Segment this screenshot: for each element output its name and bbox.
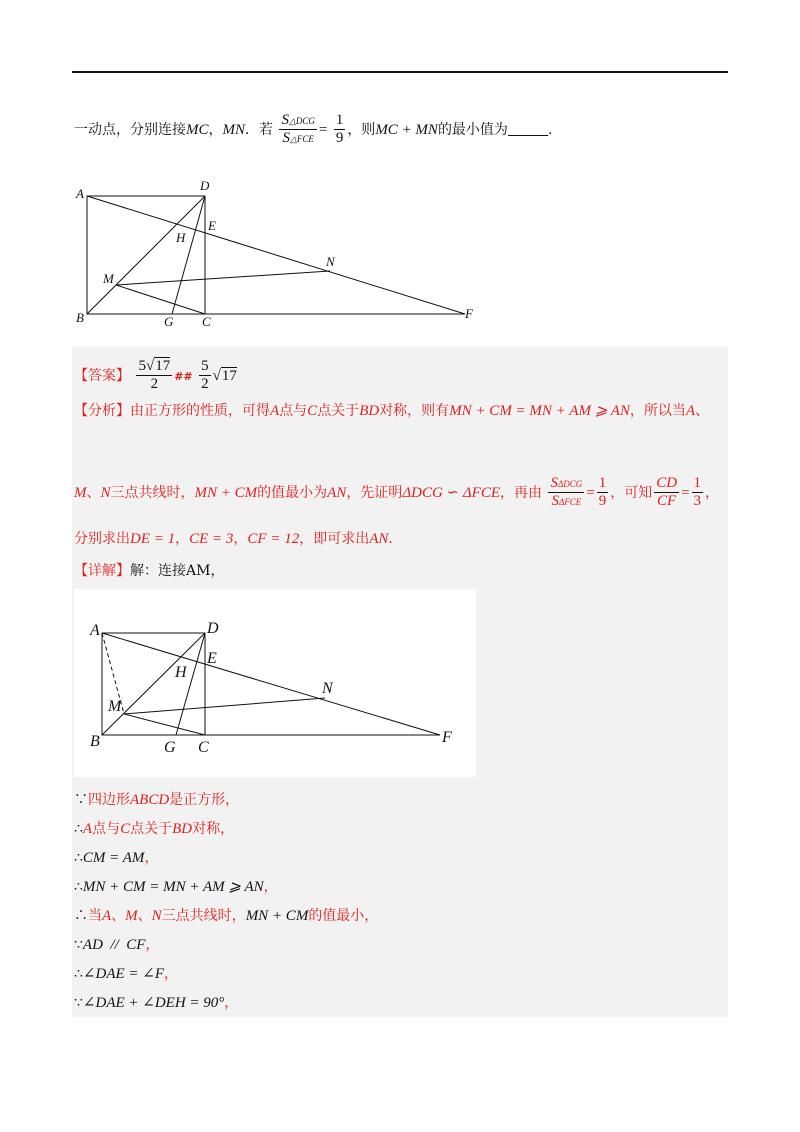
equals-sign: = [681, 484, 690, 501]
analysis-text: 分别求出 [74, 531, 130, 547]
line-af [87, 196, 465, 314]
answer-coefficient [199, 358, 211, 394]
segment-mc: MC [186, 121, 209, 138]
point-m: M [125, 908, 138, 924]
analysis-text: 、 [86, 484, 101, 501]
analysis-area-fraction [548, 475, 584, 511]
geometry-figure-2 [74, 589, 476, 777]
analysis-text: 、 [695, 403, 710, 419]
area-symbol: S [550, 475, 558, 491]
line-mc [116, 285, 205, 314]
angle-equation: ∠DAE = ∠F [82, 966, 165, 982]
step-6 [74, 935, 159, 955]
label-f: F [465, 306, 473, 321]
problem-prefix: 一动点，分别连接 [74, 121, 186, 138]
analysis-text: ， [705, 484, 720, 501]
ratio-numerator: 1 [334, 112, 346, 130]
segment-bd: BD [172, 821, 193, 837]
ratio-numerator: 1 [597, 475, 609, 493]
label-e: E [207, 650, 217, 667]
label-b: B [90, 733, 100, 750]
ratio-numerator: 1 [692, 475, 704, 493]
line-mn [124, 698, 325, 714]
de-value: DE = 1 [130, 531, 176, 547]
ratio-denominator: 3 [693, 493, 702, 510]
analysis-text: ，可知 [610, 484, 653, 501]
because-symbol: ∵ [74, 937, 83, 953]
ratio-denominator: 9 [598, 493, 607, 510]
analysis-line-2 [74, 475, 719, 511]
label-e: E [208, 218, 216, 233]
period: . [547, 121, 553, 138]
equals-sign: = [318, 121, 328, 138]
step-text: 点与 [92, 821, 121, 837]
step-text: 的值最小， [308, 908, 379, 924]
answer-denominator: 2 [150, 376, 159, 393]
comma: ， [208, 121, 223, 138]
label-g: G [164, 739, 176, 756]
therefore-symbol: ∴ [74, 966, 83, 982]
step-text: 点关于 [130, 821, 173, 837]
label-d: D [207, 620, 219, 637]
expression: MN + CM [194, 484, 258, 501]
step-2 [74, 819, 234, 839]
then-word: ，则 [347, 121, 376, 138]
analysis-line-3 [74, 529, 402, 549]
answer-blank[interactable] [508, 121, 548, 136]
point-a: A [82, 821, 93, 837]
comma: ， [233, 531, 248, 547]
therefore-symbol: ∴ [74, 821, 83, 837]
label-a: A [90, 622, 100, 639]
therefore-symbol: ∴ [74, 879, 83, 895]
therefore-symbol: ∴ [74, 908, 88, 924]
similarity: ΔDCG ∽ ΔFCE [402, 484, 500, 501]
diagonal-bd [87, 196, 205, 314]
label-g: G [164, 314, 174, 329]
area-symbol: S [551, 493, 559, 510]
step-1 [74, 790, 239, 810]
answer-tag: 【答案】 [74, 367, 130, 384]
label-a: A [76, 186, 84, 201]
inequality: MN + CM = MN + AM ⩾ AN [82, 879, 264, 895]
step-text: 当 [88, 908, 102, 924]
analysis-text: 三点共线时， [110, 484, 195, 501]
point-a: A [270, 403, 280, 419]
if-word: ．若 [245, 121, 273, 138]
analysis-text: ，再由 [500, 484, 542, 501]
therefore-symbol: ∴ [74, 850, 83, 866]
point-m: M [74, 484, 87, 501]
label-n: N [322, 680, 333, 697]
point-c: C [120, 821, 131, 837]
analysis-text: ，先证明 [346, 484, 403, 501]
ratio-fraction [334, 112, 346, 148]
analysis-line-1 [74, 401, 709, 421]
analysis-text: 的值最小为 [257, 484, 328, 501]
analysis-text: 点与 [279, 403, 308, 419]
analysis-text: ，即可求出 [299, 531, 370, 547]
segment-an: AN [369, 531, 389, 547]
label-c: C [198, 739, 209, 756]
label-m: M [108, 698, 122, 715]
cf: CF [657, 493, 677, 510]
analysis-text: ，所以当 [629, 403, 686, 419]
geometry-figure-1 [70, 180, 490, 330]
point-c: C [307, 403, 318, 419]
label-d: D [200, 180, 210, 193]
angle-sum: ∠DAE + ∠DEH = 90° [82, 995, 225, 1011]
answer-line: 【答案】 $\frac{5√17}{2}$ ## $\frac{5}{2}$ √17 [74, 358, 237, 393]
line-mn [116, 271, 330, 285]
step-text: ， [144, 850, 159, 866]
analysis-text: 点关于 [317, 403, 360, 419]
analysis-text: 对称，则有 [379, 403, 450, 419]
segment-an: AN [327, 484, 347, 501]
area-subscript-fce: △FCE [289, 134, 314, 145]
step-text: ， [263, 879, 278, 895]
point-a: A [685, 403, 696, 419]
expression: MN + CM [245, 908, 309, 924]
detail-intro: 解：连接AM， [130, 563, 225, 579]
step-text: 对称， [192, 821, 235, 837]
area-subscript: ΔDCG [557, 479, 583, 489]
analysis-text: ． [388, 531, 403, 547]
header-rule [72, 71, 728, 73]
third-fraction [692, 475, 704, 511]
step-text: 是正方形， [169, 792, 240, 808]
comma: ， [175, 531, 190, 547]
step-text: 四边形 [88, 792, 130, 808]
step-8 [74, 993, 238, 1013]
label-h: H [175, 664, 187, 681]
answer-radicand: 17 [155, 358, 171, 374]
quadrilateral-abcd: ABCD [130, 792, 170, 808]
segment-bd: BD [359, 403, 380, 419]
cd-cf-fraction [654, 475, 679, 511]
problem-line [74, 112, 552, 148]
detail-tag: 【详解】 [74, 563, 130, 579]
label-f: F [442, 729, 452, 746]
step-text: 、 [137, 908, 152, 924]
step-5 [74, 906, 378, 926]
area-symbol: S [281, 112, 289, 128]
equals-sign: = [586, 484, 595, 501]
point-n: N [100, 484, 111, 501]
parallel-statement: AD // CF [82, 937, 146, 953]
step-text: ， [224, 995, 239, 1011]
label-c: C [202, 314, 211, 329]
label-h: H [176, 230, 186, 245]
because-symbol: ∵ [74, 995, 83, 1011]
answer-numerator-coef: 5 [138, 358, 146, 374]
area-subscript: ΔFCE [558, 497, 582, 508]
segment-mn: MN [222, 121, 245, 138]
line-dg [172, 196, 205, 314]
area-ratio-fraction [279, 112, 316, 148]
detail-line [74, 561, 224, 581]
line-af [102, 633, 440, 735]
line-mc [124, 714, 205, 735]
equation: CM = AM [82, 850, 145, 866]
area-subscript-dcg: △DCG [288, 116, 315, 126]
step-text: ， [145, 937, 160, 953]
label-m: M [103, 271, 114, 286]
analysis-tag: 【分析】 [74, 403, 130, 419]
step-text: 三点共线时， [161, 908, 246, 924]
inequality: MN + CM = MN + AM ⩾ AN [449, 403, 630, 419]
step-text: ， [164, 966, 179, 982]
step-7 [74, 964, 178, 984]
ratio-denominator: 9 [335, 130, 344, 147]
label-b: B [76, 310, 84, 325]
point-a: A [102, 908, 112, 924]
step-4 [74, 877, 278, 897]
cd: CD [654, 475, 679, 493]
line-dg [176, 633, 205, 735]
coef-denominator: 2 [201, 376, 209, 393]
target-expression: MC + MN [375, 121, 438, 138]
area-symbol: S [282, 130, 290, 147]
answer-fraction: $\frac{5√17}{2}$ [138, 358, 171, 393]
step-text: 、 [111, 908, 126, 924]
cf-value: CF = 12 [247, 531, 300, 547]
ce-value: CE = 3 [189, 531, 234, 547]
label-n: N [326, 254, 335, 269]
point-n: N [151, 908, 162, 924]
answer-separator: ## [174, 369, 193, 383]
analysis-text: 由正方形的性质，可得 [130, 403, 270, 419]
answer-radicand-2: 17 [221, 367, 237, 384]
question-text: 的最小值为 [437, 121, 508, 138]
coef-numerator: 5 [199, 358, 211, 376]
because-symbol: ∵ [74, 792, 88, 808]
analysis-ratio [597, 475, 609, 511]
step-3 [74, 848, 158, 868]
